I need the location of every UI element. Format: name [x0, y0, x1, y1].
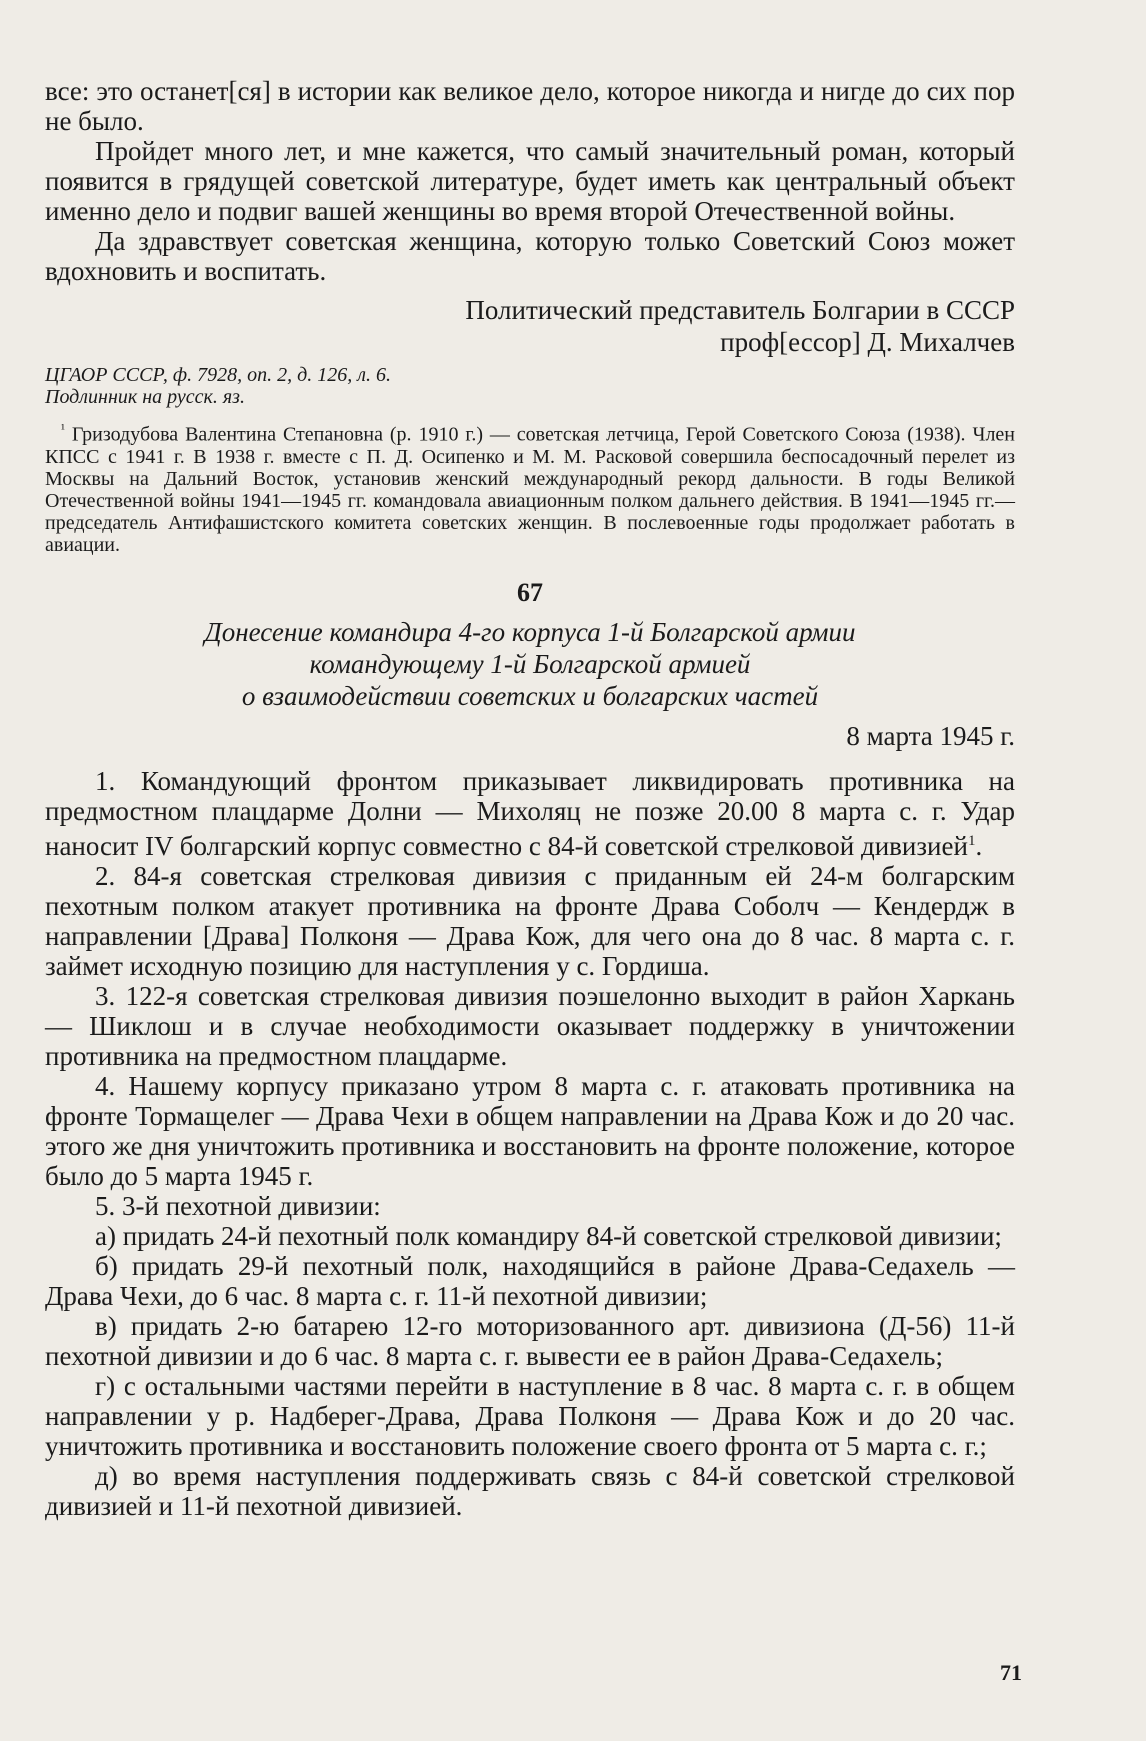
- sub-item-v: в) придать 2-ю батарею 12-го моторизованного арт. дивизиона (Д-56) 11-й пехотной дивизии и до 6 час. 8 марта с. г. вывести ее в район Драва-Седахель;: [45, 1310, 1015, 1371]
- page-content: [45, 76, 1015, 1521]
- text-paragraph: Пройдет много лет, и мне кажется, что самый значительный роман, который появится в грядущей советской литературе, будет иметь как центральный объект именно дело и подвиг вашей женщины во время второй Отечественной войны.: [45, 136, 1015, 226]
- archive-reference: ЦГАОР СССР, ф. 7928, оп. 2, д. 126, л. 6.: [45, 364, 391, 386]
- document-title-line: о взаимодействии советских и болгарских частей: [241, 680, 819, 711]
- sub-item-a: а) придать 24-й пехотный полк командиру 84-й советской стрелковой дивизии;: [95, 1220, 1002, 1251]
- body-paragraph-3: 3. 122-я советская стрелковая дивизия поэшелонно выходит в район Харкань — Шиклош и в случае необходимости оказывает поддержку в уничтожении противника на предмостном плацдарме.: [45, 980, 1015, 1071]
- sub-item-b: б) придать 29-й пехотный полк, находящийся в районе Драва-Седахель — Драва Чехи, до 6 час. 8 марта с. г. 11-й пехотной дивизии;: [45, 1250, 1015, 1311]
- footnote-text: Гризодубова Валентина Степановна (р. 1910 г.) — советская летчица, Герой Советского Союза (1938). Член КПСС с 1941 г. В 1938 г. вместе с П. Д. Осипенко и М. М. Расковой совершила беспосадочный перелет из Москвы на Дальний Восток, установив женский международный рекорд дальности. В годы Великой Отечественной войны 1941—1945 гг. командовала авиационным полком дальнего действия. В 1941—1945 гг.— председатель Антифашистского комитета советских женщин. В послевоенные годы продолжает работать в авиации.: [45, 423, 1016, 556]
- document-title-line: командующему 1-й Болгарской армией: [309, 648, 751, 679]
- page-number: 71: [1000, 1660, 1022, 1685]
- signature-position: Политический представитель Болгарии в СССР: [465, 295, 1015, 325]
- body-paragraph-1-text: 1. Командующий фронтом приказывает ликвидировать противника на предмостном плацдарме Долни — Михоляц не позже 20.00 8 марта с. г. Удар наносит IV болгарский корпус совместно с 84-й советской стрелковой дивизией: [45, 765, 1015, 861]
- document-date: 8 марта 1945 г.: [846, 720, 1015, 751]
- document-title-line: Донесение командира 4-го корпуса 1-й Болгарской армии: [204, 616, 856, 647]
- footnote-marker: ¹: [61, 421, 65, 436]
- body-paragraph-1: [45, 766, 1015, 861]
- text-paragraph: все: это останет[ся] в истории как великое дело, которое никогда и нигде до сих пор не было.: [45, 76, 1015, 136]
- body-paragraph-2: 2. 84-я советская стрелковая дивизия с приданным ей 24-м болгарским пехотным полком атакует противника на фронте Драва Соболч — Кендердж в направлении [Драва] Полконя — Драва Кож, для чего она до 8 час. 8 марта с. г. займет исходную позицию для наступления у с. Гордиша.: [45, 860, 1015, 981]
- sub-item-d: д) во время наступления поддерживать связь с 84-й советской стрелковой дивизией и 11-й пехотной дивизией.: [45, 1460, 1015, 1521]
- body-paragraph-1-end: .: [975, 830, 983, 861]
- sub-item-g: г) с остальными частями перейти в наступление в 8 час. 8 марта с. г. в общем направлении у р. Надберег-Драва, Драва Полконя — Драва Кож и до 20 час. уничтожить противника и восстановить положение своего фронта от 5 марта с. г.;: [45, 1370, 1015, 1461]
- original-language-note: Подлинник на русск. яз.: [45, 386, 245, 408]
- signature-name: проф[ессор] Д. Михалчев: [720, 327, 1015, 357]
- body-paragraph-5: 5. 3-й пехотной дивизии:: [95, 1190, 381, 1221]
- text-paragraph: Да здравствует советская женщина, которую только Советский Союз может вдохновить и воспитать.: [45, 226, 1015, 286]
- document-number: 67: [517, 577, 543, 607]
- body-paragraph-4: 4. Нашему корпусу приказано утром 8 марта с. г. атаковать противника на фронте Тормащелег — Драва Чехи в общем направлении на Драва Кож и до 20 час. этого же дня уничтожить противника и восстановить на фронте положение, которое было до 5 марта 1945 г.: [45, 1070, 1015, 1191]
- footnote: [45, 418, 1015, 556]
- footnote-reference: 1: [967, 832, 976, 849]
